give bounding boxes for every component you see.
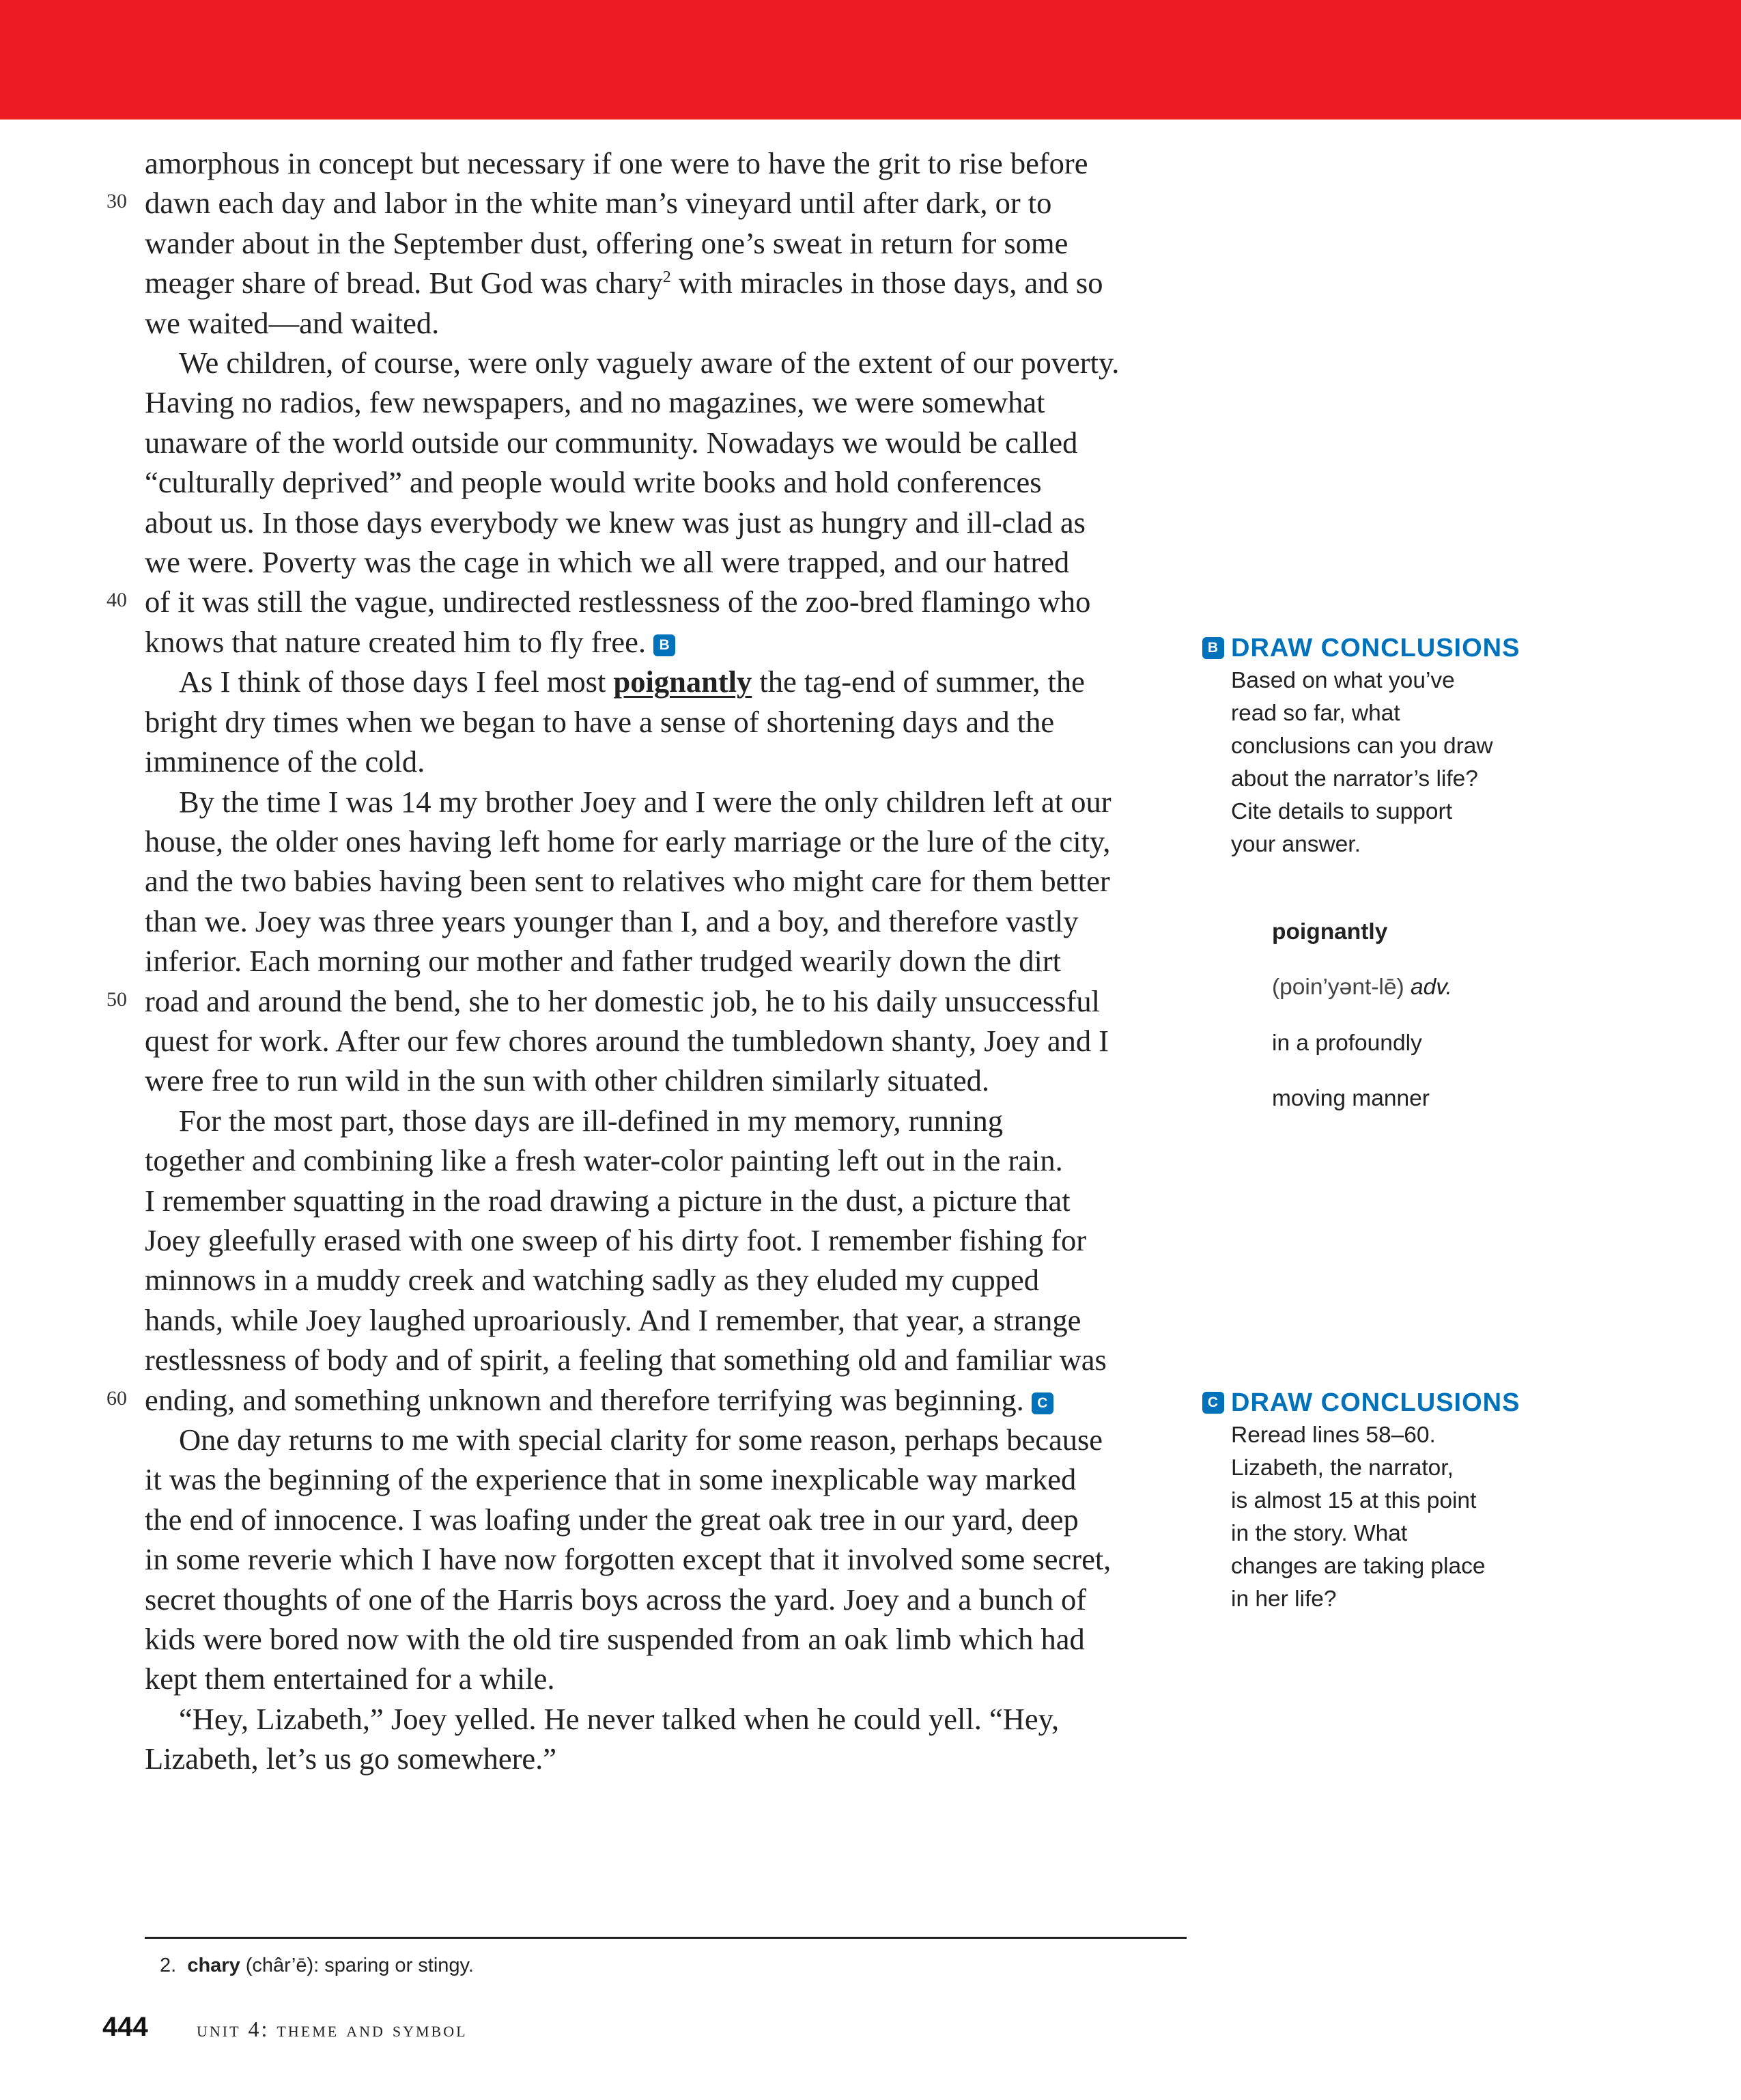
text-line: [107, 183, 1210, 223]
footnote-definition: sparing or stingy.: [324, 1955, 474, 1976]
footnote-term: chary: [187, 1955, 240, 1976]
line-text: we were. Poverty was the cage in which we all were trapped, and our hatred: [145, 545, 1070, 580]
sidenote-c-title: DRAW CONCLUSIONS: [1231, 1388, 1520, 1417]
text-line: [145, 542, 1210, 582]
annotation-badge-c: C: [1032, 1392, 1053, 1414]
sidenote-b-title: DRAW CONCLUSIONS: [1231, 634, 1520, 662]
line-text: restlessness of body and of spirit, a feeling that something old and familiar was: [145, 1343, 1107, 1377]
line-text: than we. Joey was three years younger than I, and a boy, and therefore vastly: [145, 904, 1079, 938]
line-text: kept them entertained for a while.: [145, 1662, 555, 1696]
line-text: One day returns to me with special clarity for some reason, perhaps because: [179, 1423, 1103, 1457]
note-line: your answer.: [1231, 832, 1361, 857]
line-text: I remember squatting in the road drawing a picture in the dust, a picture that: [145, 1183, 1071, 1218]
text-line: [145, 1061, 1210, 1100]
line-number: 30: [107, 190, 127, 213]
line-text: inferior. Each morning our mother and father trudged wearily down the dirt: [145, 944, 1061, 979]
text-line: [145, 901, 1210, 941]
line-text: “culturally deprived” and people would write books and hold conferences: [145, 465, 1042, 500]
sidenote-c: [1207, 1386, 1600, 1616]
text-line: [145, 782, 1210, 822]
note-line: moving manner: [1272, 1086, 1430, 1111]
note-line: about the narrator’s life?: [1231, 766, 1478, 792]
vocab-pronunciation: (poin’yənt-lē): [1272, 975, 1404, 1000]
line-text: of it was still the vague, undirected restlessness of the zoo-bred flamingo who: [145, 585, 1091, 619]
sidenote-c-badge: C: [1202, 1392, 1224, 1414]
line-text: the end of innocence. I was loafing under the great oak tree in our yard, deep: [145, 1502, 1079, 1537]
text-line: [145, 223, 1210, 263]
line-text: road and around the bend, she to her domestic job, he to his daily unsuccessful: [145, 983, 1100, 1018]
text-line: [107, 1380, 1210, 1420]
line-text: amorphous in concept but necessary if one were to have the grit to rise before: [145, 146, 1088, 180]
sidenote-c-text: [1231, 1419, 1600, 1616]
note-line: is almost 15 at this point: [1231, 1488, 1477, 1513]
text-line: [145, 1300, 1210, 1340]
footnote-pronunciation: (châr’ē):: [245, 1955, 320, 1976]
text-line: [145, 343, 1210, 382]
sidenote-b-badge: B: [1202, 637, 1224, 659]
note-line: in the story. What: [1231, 1521, 1408, 1546]
footnote-number: 2.: [160, 1955, 177, 1976]
footnote-marker: 2: [662, 268, 671, 287]
text-line: [145, 742, 1210, 781]
sidenote-b-text: [1231, 664, 1600, 861]
line-text: unaware of the world outside our community. Nowadays we would be called: [145, 425, 1078, 460]
text-line: [145, 702, 1210, 742]
header-color-band: [0, 0, 1741, 120]
text-line: [145, 1260, 1210, 1300]
line-text: hands, while Joey laughed uproariously. And I remember, that year, a strange: [145, 1302, 1081, 1337]
line-text: were free to run wild in the sun with other children similarly situated.: [145, 1063, 990, 1098]
sidenote-b: [1207, 632, 1600, 861]
footnote-divider: [145, 1937, 1187, 1939]
line-text: For the most part, those days are ill-defined in my memory, running: [179, 1103, 1004, 1138]
line-number: 60: [107, 1386, 127, 1410]
text-line: [145, 382, 1210, 422]
text-line: [145, 1340, 1210, 1380]
line-text: quest for work. After our few chores around the tumbledown shanty, Joey and I: [145, 1023, 1109, 1058]
text-line: [145, 1101, 1210, 1140]
line-text: house, the older ones having left home for early marriage or the lure of the city,: [145, 824, 1111, 858]
line-text: wander about in the September dust, offering one’s sweat in return for some: [145, 225, 1068, 260]
line-text: together and combining like a fresh water-color painting left out in the rain.: [145, 1143, 1063, 1178]
vocab-part-of-speech: adv.: [1410, 975, 1452, 1000]
line-text: bright dry times when we began to have a sense of shortening days and the: [145, 704, 1055, 739]
footnote: [160, 1952, 474, 1979]
text-line: [145, 1659, 1210, 1698]
line-text: kids were bored now with the old tire suspended from an oak limb which had: [145, 1622, 1085, 1657]
line-text: imminence of the cold.: [145, 744, 425, 779]
note-line: conclusions can you draw: [1231, 733, 1493, 759]
line-text: We children, of course, were only vaguely aware of the extent of our poverty.: [179, 346, 1120, 380]
text-line: [145, 1021, 1210, 1061]
text-line: [145, 662, 1210, 701]
text-line: [145, 1459, 1210, 1499]
text-line: [145, 303, 1210, 343]
story-body-text: [107, 143, 1210, 1779]
line-text: we waited—and waited.: [145, 305, 440, 340]
vocab-definition: [1272, 1027, 1600, 1116]
text-line: [107, 582, 1210, 621]
text-line: [145, 861, 1210, 901]
text-line: [145, 423, 1210, 462]
text-line: [145, 1539, 1210, 1579]
line-text: Joey gleefully erased with one sweep of his dirty foot. I remember fishing for: [145, 1222, 1087, 1257]
line-text: As I think of those days I feel most: [179, 664, 614, 699]
line-text: dawn each day and labor in the white man’s vineyard until after dark, or to: [145, 186, 1052, 221]
note-line: Reread lines 58–60.: [1231, 1423, 1436, 1448]
text-line: [145, 1699, 1210, 1739]
text-line: [145, 822, 1210, 861]
note-line: in her life?: [1231, 1586, 1337, 1612]
text-line: [145, 143, 1210, 183]
text-line: [145, 1580, 1210, 1619]
line-text: minnows in a muddy creek and watching sadly as they eluded my cupped: [145, 1263, 1039, 1298]
text-line: [145, 622, 1210, 662]
line-text: with miracles in those days, and so: [670, 266, 1103, 300]
line-text: meager share of bread. But God was chary: [145, 266, 663, 300]
note-line: changes are taking place: [1231, 1554, 1486, 1579]
text-line: [145, 1181, 1210, 1220]
text-line: [107, 981, 1210, 1021]
line-number: 50: [107, 988, 127, 1011]
running-head: unit 4: theme and symbol: [197, 2017, 468, 2041]
vocabulary-note: [1272, 893, 1600, 1138]
sidenote-b-heading: [1202, 632, 1600, 664]
text-line: [145, 503, 1210, 542]
note-line: Lizabeth, the narrator,: [1231, 1455, 1454, 1481]
page-number: 444: [102, 2012, 148, 2042]
note-line: Cite details to support: [1231, 799, 1453, 824]
line-text: about us. In those days everybody we knew was just as hungry and ill-clad as: [145, 505, 1086, 540]
line-text: and the two babies having been sent to relatives who might care for them better: [145, 864, 1110, 899]
vocab-word-inline: poignantly: [613, 664, 752, 699]
line-text: Lizabeth, let’s us go somewhere.”: [145, 1741, 557, 1776]
text-line: [145, 1420, 1210, 1459]
line-text: “Hey, Lizabeth,” Joey yelled. He never talked when he could yell. “Hey,: [179, 1701, 1060, 1736]
text-line: [145, 941, 1210, 981]
note-line: Based on what you’ve: [1231, 668, 1455, 693]
text-line: [145, 1220, 1210, 1260]
text-line: [145, 263, 1210, 303]
line-text: secret thoughts of one of the Harris boys across the yard. Joey and a bunch of: [145, 1582, 1087, 1616]
text-line: [145, 1739, 1210, 1778]
text-line: [145, 1500, 1210, 1539]
text-line: [145, 1140, 1210, 1180]
line-text: knows that nature created him to fly free.: [145, 624, 654, 659]
line-text: in some reverie which I have now forgotten except that it involved some secret,: [145, 1542, 1112, 1577]
line-text: it was the beginning of the experience that in some inexplicable way marked: [145, 1462, 1077, 1497]
text-line: [145, 462, 1210, 502]
note-line: read so far, what: [1231, 701, 1400, 726]
vocab-word: poignantly: [1272, 919, 1388, 944]
line-text: Having no radios, few newspapers, and no magazines, we were somewhat: [145, 385, 1045, 420]
line-text: the tag-end of summer, the: [752, 664, 1085, 699]
line-text: ending, and something unknown and therefore terrifying was beginning.: [145, 1382, 1032, 1417]
text-line: [145, 1619, 1210, 1659]
line-text: By the time I was 14 my brother Joey and I were the only children left at our: [179, 784, 1112, 819]
line-number: 40: [107, 589, 127, 612]
note-line: in a profoundly: [1272, 1030, 1422, 1056]
sidenote-c-heading: [1202, 1386, 1600, 1419]
annotation-badge-b: B: [653, 634, 675, 656]
